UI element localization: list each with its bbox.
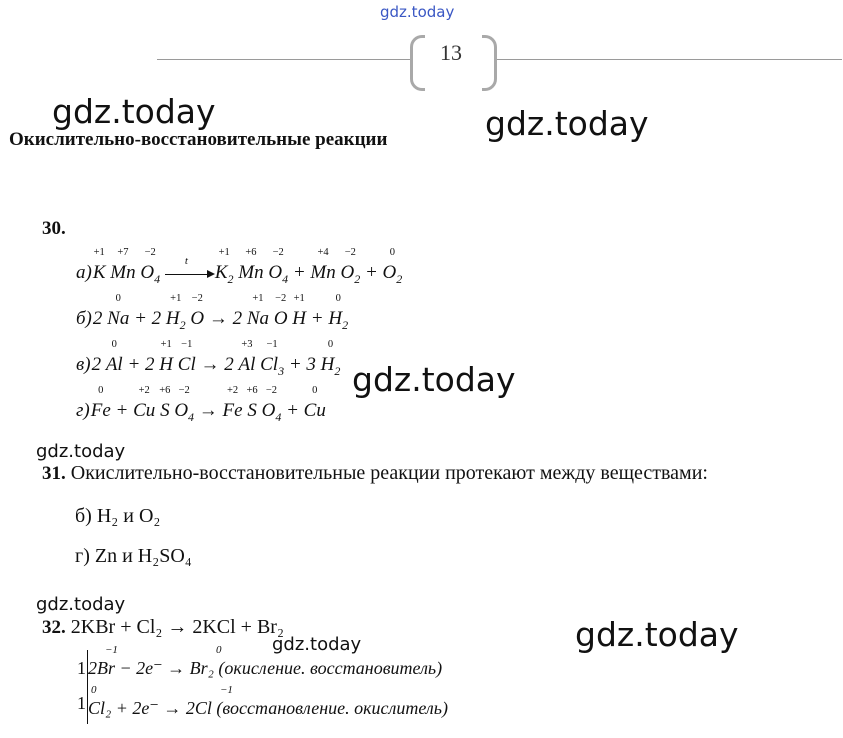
task-31-option-g [75,545,192,568]
element-symbol: Al +3 [238,339,256,375]
ox-state: −2 [144,247,156,258]
ox-state: +1 [160,339,172,350]
element-symbol: S +6 [246,385,258,421]
ox-state: −1 [220,684,233,696]
element-symbol: Fe +2 [222,385,243,421]
watermark: gdz.today [36,594,126,615]
watermark: gdz.today [575,615,739,654]
element-symbol: $K_2$ +1 [214,247,234,286]
ox-state: −2 [344,247,356,258]
element-symbol: Fe 0 [90,385,111,421]
element-symbol: Cl −1 [177,339,196,375]
ox-state: 0 [389,247,396,258]
element-symbol: H +1 [159,339,174,375]
ox-state: −2 [178,385,190,396]
page-number: 13 [440,40,462,65]
equation-label: б) [76,308,92,329]
element-symbol: K +1 [92,247,106,283]
task-31-text: Окислительно-восстановительные реакции протекают между веществами: [70,462,708,484]
ox-state: +2 [226,385,239,396]
ox-state: −2 [265,385,278,396]
element-symbol: $O_4$ −2 [174,385,195,424]
option-text: H₂ и O₂ [96,505,161,527]
element-symbol: Mn +6 [238,247,264,283]
equation-label: в) [76,354,91,375]
option-label: б) [75,505,92,527]
arrow-label: t [184,254,188,267]
half-reaction-formula: Cl₂ + 2e⁻ → 2Cl [88,698,212,718]
ox-state: +1 [93,247,105,258]
option-text: Zn и H₂SO₄ [94,545,192,567]
ox-state: 0 [312,385,318,396]
equation-operator: + [115,400,129,421]
task-32 [42,616,284,639]
equation-operator: 2 [91,354,102,375]
task-32-number: 32. [42,617,66,638]
page-number-bracket-left [410,35,425,91]
ox-state: −1 [105,644,118,656]
ox-state: +1 [293,293,305,304]
ox-state: −2 [191,293,203,304]
equation-label: г) [76,400,90,421]
section-title: Окислительно-восстановительные реакции [9,129,388,150]
equation-operator: → 2 [208,308,243,329]
task-31 [42,462,708,485]
element-symbol: $H_2$ 0 [320,339,341,378]
ox-state: +3 [241,339,253,350]
half-reaction-note: (восстановление. окислитель) [216,698,448,718]
ox-state: 0 [115,293,121,304]
ox-state: +6 [246,385,258,396]
element-symbol: O −2 [273,293,288,329]
equation-b [76,293,349,333]
task-32-equation: 2KBr + Cl₂ → 2KCl + Br₂ [70,616,284,638]
task-31-option-b [75,505,160,528]
element-symbol: Cu 0 [303,385,326,421]
element-symbol: $O_2$ −2 [340,247,361,286]
element-symbol: Cu +2 [133,385,156,421]
watermark: gdz.today [36,441,126,462]
ox-state: +1 [170,293,182,304]
half-reaction-formula: 2Br − 2e⁻ → Br₂ [88,658,214,678]
equation-operator: 2 [92,308,103,329]
element-symbol: $O_4$ −2 [140,247,161,286]
equation-operator: + [292,262,306,283]
element-symbol: H +1 [292,293,307,329]
ox-state: +6 [245,247,257,258]
header-rule-left [157,59,412,60]
ox-state: +1 [218,247,230,258]
equation-operator: → [198,400,218,421]
equation-operator: → 2 [200,354,234,375]
half2-coefficient: 1 [77,693,86,713]
task-30-number: 30. [42,218,66,239]
element-symbol: Na +1 [246,293,270,329]
half-reaction-2 [88,684,448,719]
ox-state: −2 [275,293,287,304]
element-symbol: $O_4$ −2 [268,247,289,286]
ox-state: +1 [252,293,264,304]
element-symbol: $H_2$ 0 [328,293,349,332]
element-symbol: $O_2$ 0 [382,247,403,286]
element-symbol: Mn +4 [310,247,336,283]
equation-operator: + 3 [288,354,316,375]
element-symbol: Na 0 [107,293,130,329]
ox-state: 0 [98,385,104,396]
element-symbol: $Cl_3$ −1 [260,339,285,378]
ox-state: −2 [272,247,284,258]
ox-state: 0 [91,684,97,696]
equation-v [76,339,341,379]
ox-state: 0 [216,644,222,656]
ox-state: −1 [181,339,193,350]
ox-state: −1 [266,339,278,350]
element-symbol: Mn +7 [110,247,136,283]
element-symbol: $O_4$ −2 [261,385,282,424]
watermark: gdz.today [352,360,516,399]
watermark: gdz.today [272,634,362,655]
ox-state: 0 [335,293,341,304]
page-number-bracket-right [482,35,497,91]
equation-operator: + 2 [127,354,155,375]
element-symbol: Al 0 [105,339,123,375]
equation-operator: + 2 [134,308,162,329]
element-symbol: O −2 [190,293,205,329]
arrow-icon [165,254,215,279]
option-label: г) [75,545,90,567]
watermark: gdz.today [52,92,216,131]
element-symbol: S +6 [159,385,171,421]
watermark: gdz.today [485,104,649,143]
ox-state: +7 [117,247,129,258]
equation-a [76,247,403,287]
watermark: gdz.today [380,3,455,21]
element-symbol: $H_2$ +1 [165,293,186,332]
equation-operator: + [364,262,378,283]
equation-operator: + [286,400,299,421]
half-reaction-note: (окисление. восстановитель) [218,658,443,678]
task-31-number: 31. [42,463,66,484]
ox-state: +2 [138,385,150,396]
ox-state: +6 [159,385,171,396]
equation-operator: + [310,308,324,329]
equation-g [76,385,326,425]
ox-state: +4 [317,247,329,258]
ox-state: 0 [111,339,117,350]
header-rule-right [497,59,842,60]
ox-state: 0 [327,339,334,350]
half1-coefficient: 1 [77,658,86,678]
equation-label: а) [76,262,92,283]
